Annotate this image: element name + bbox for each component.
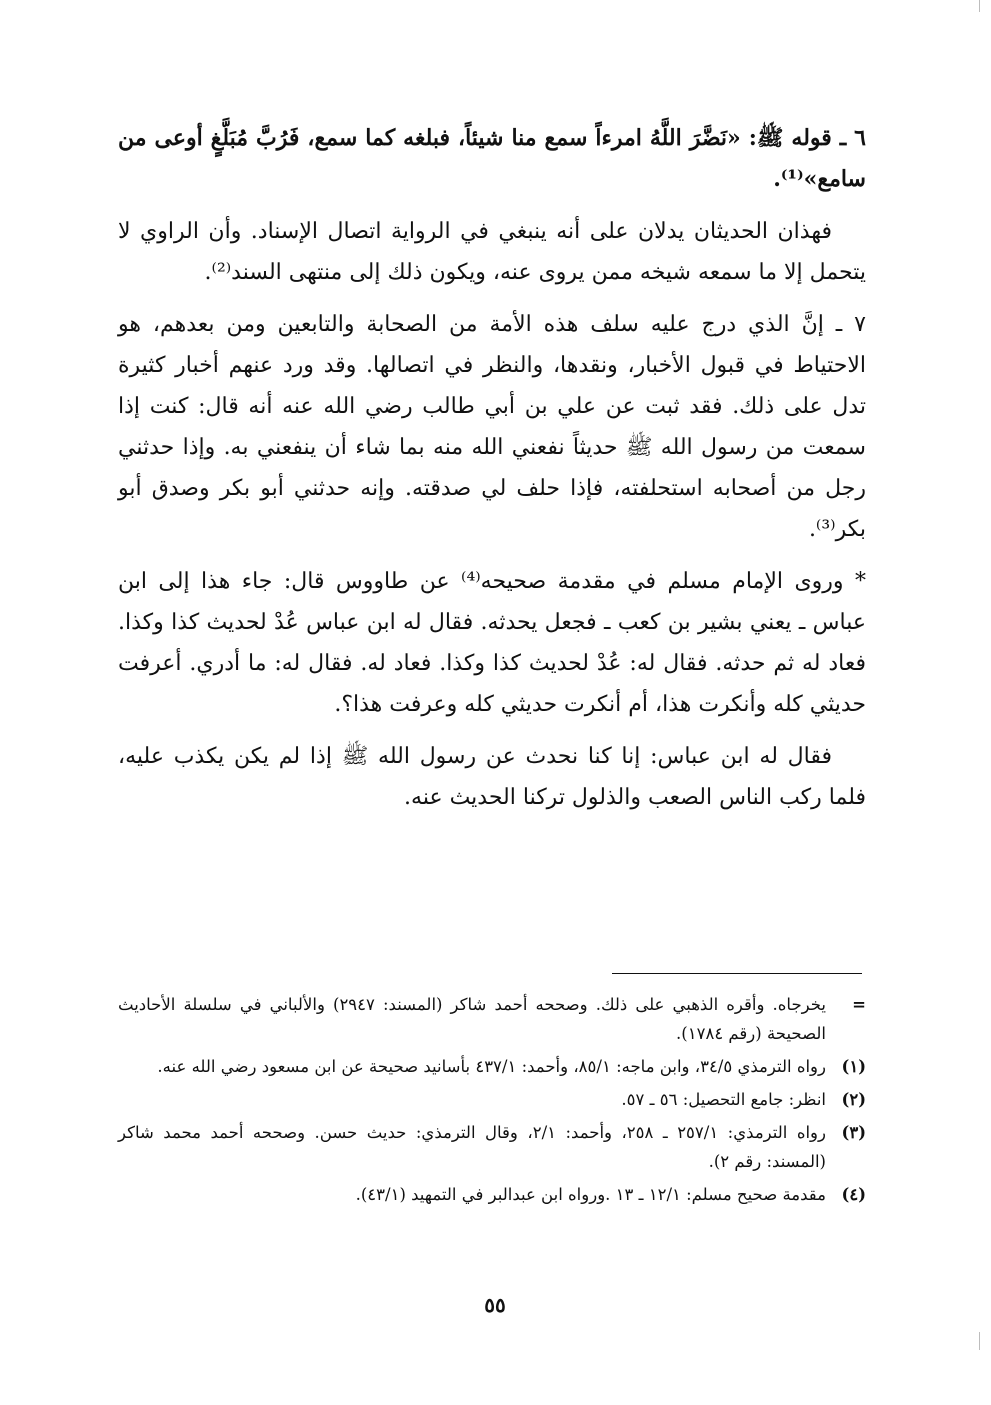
footnote-2	[118, 1085, 866, 1114]
footnote-continuation	[118, 990, 866, 1048]
footnote-3	[118, 1118, 866, 1176]
footnote-4	[118, 1180, 866, 1209]
footnote-marker: =	[852, 995, 866, 1014]
page-number: ٥٥	[484, 1293, 506, 1317]
footnotes	[118, 990, 866, 1213]
footnote-text: رواه الترمذي: ٢٥٧/١ ـ ٢٥٨، وأحمد: ٢/١، وقال الترمذي: حديث حسن. وصححه أحمد محمد شاكر (المسند: رقم ٢).	[118, 1123, 826, 1171]
footnote-text: انظر: جامع التحصيل: ٥٦ ـ ٥٧.	[621, 1090, 826, 1109]
paragraph-hadith-6: ٦ ـ قوله ﷺ: «نَضَّرَ اللَّهُ امرءاً سمع منا شيئاً، فبلغه كما سمع، فَرُبَّ مُبَلَّغٍ أوعى من سامع»⁽¹⁾.	[118, 125, 866, 192]
footnote-marker: (١)	[841, 1057, 866, 1076]
paragraph-commentary: فهذان الحديثان يدلان على أنه ينبغي في الرواية اتصال الإسناد. وأن الراوي لا يتحمل إلا ما سمعه شيخه ممن يروى عنه، ويكون ذلك إلى منتهى السند⁽²⁾.	[118, 219, 866, 285]
footnote-text: يخرجاه. وأقره الذهبي على ذلك. وصححه أحمد شاكر (المسند: ٢٩٤٧) والألباني في سلسلة الأحاديث الصحيحة (رقم ١٧٨٤).	[118, 995, 827, 1043]
paragraph-ibn-abbas-reply: فقال له ابن عباس: إنا كنا نحدث عن رسول الله ﷺ إذا لم يكن يكذب عليه، فلما ركب الناس الصعب والذلول تركنا الحديث عنه.	[118, 744, 866, 810]
footnote-text: مقدمة صحيح مسلم: ١٢/١ ـ ١٣ .ورواه ابن عبدالبر في التمهيد (٤٣/١).	[355, 1185, 826, 1204]
scan-edge-mark	[979, 0, 980, 12]
main-text	[118, 118, 866, 829]
footnote-marker: (٣)	[841, 1123, 866, 1142]
footnote-1	[118, 1052, 866, 1081]
footnote-marker: (٢)	[841, 1090, 866, 1109]
paragraph-point-7: ٧ ـ إنَّ الذي درج عليه سلف هذه الأمة من الصحابة والتابعين ومن بعدهم، هو الاحتياط في قبول الأخبار، ونقدها، والنظر في اتصالها. وقد ورد عنهم أخبار كثيرة تدل على ذلك. فقد ثبت عن علي بن أبي طالب رضي الله عنه أنه قال: كنت إذا سمعت من رسول الله ﷺ حديثاً نفعني الله منه بما شاء أن ينفعني به. وإذا حدثني رجل من أصحابه استحلفته، فإذا حلف لي صدقته. وإنه حدثني أبو بكر وصدق أبو بكر⁽³⁾.	[118, 312, 866, 542]
paragraph-muslim-narration: * وروى الإمام مسلم في مقدمة صحيحه⁽⁴⁾ عن طاووس قال: جاء هذا إلى ابن عباس ـ يعني بشير بن كعب ـ فجعل يحدثه. فقال له ابن عباس عُدْ لحديث كذا وكذا. فعاد له ثم حدثه. فقال له: عُدْ لحديث كذا وكذا. فعاد له. فقال له: ما أدري. أعرفت حديثي كله وأنكرت هذا، أم أنكرت حديثي كله وعرفت هذا؟.	[118, 569, 866, 717]
footnote-text: رواه الترمذي ٣٤/٥، وابن ماجه: ٨٥/١، وأحمد: ٤٣٧/١ بأسانيد صحيحة عن ابن مسعود رضي الله عنه.	[157, 1057, 826, 1076]
footnote-separator	[612, 973, 862, 974]
scan-edge-mark	[979, 1332, 980, 1350]
footnote-marker: (٤)	[841, 1185, 866, 1204]
